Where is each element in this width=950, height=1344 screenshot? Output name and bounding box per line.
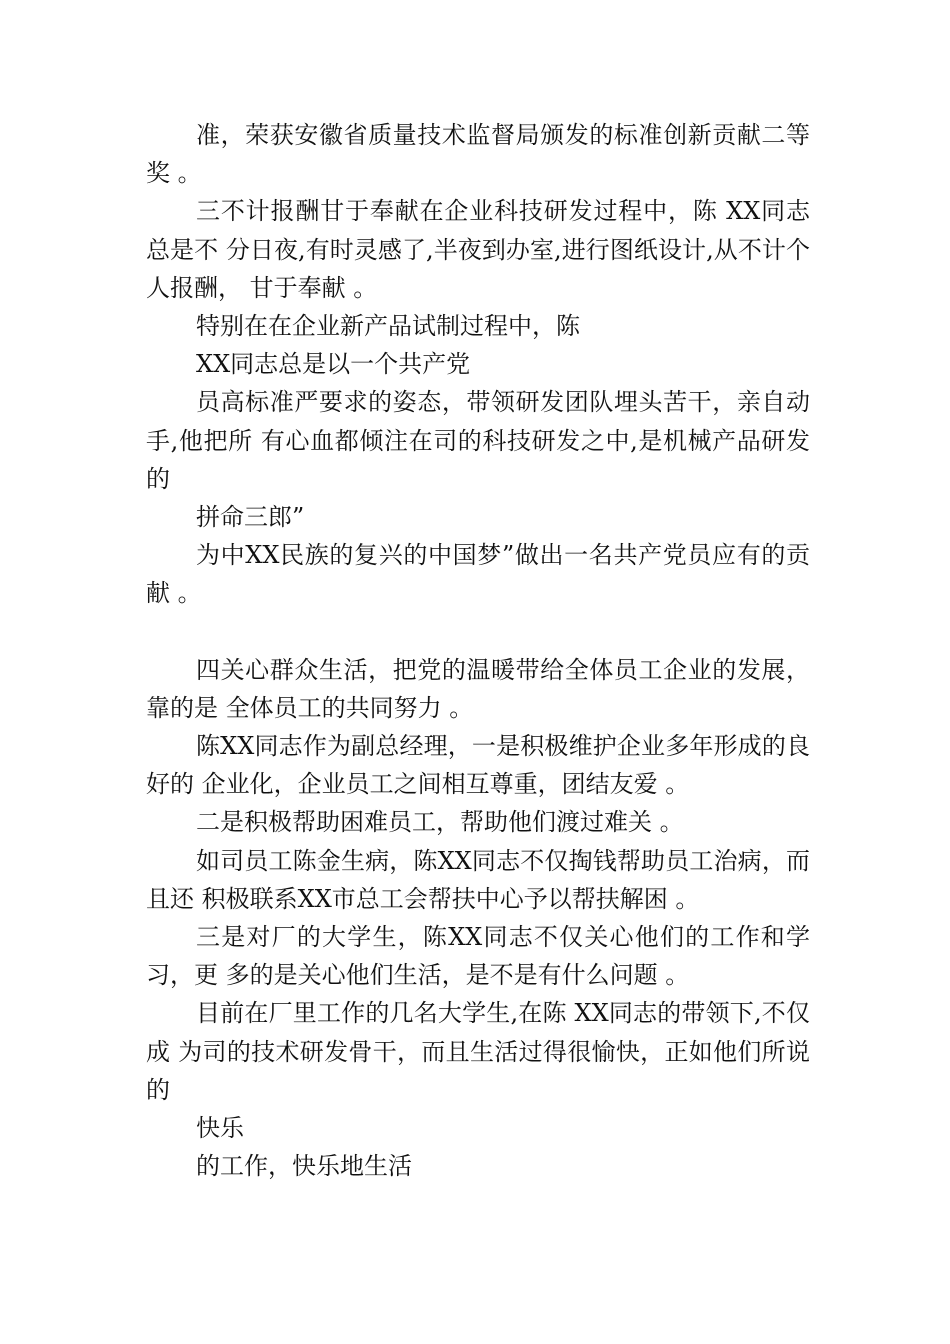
- paragraph: 快乐: [196, 1114, 244, 1143]
- paragraph: 员高标准严要求的姿态，带领研发团队埋头苦干，亲自动手,他把所 有心血都倾注在司的科技研发之中,是机械产品研发的: [146, 388, 810, 493]
- paragraph: 三不计报酬甘于奉献在企业科技研发过程中，陈 XX同志总是不 分日夜,有时灵感了,半夜到办室,进行图纸设计,从不计个人报酬， 甘于奉献 。: [146, 197, 810, 302]
- paragraph: 二是积极帮助困难员工，帮助他们渡过难关 。: [196, 808, 684, 837]
- paragraph: 如司员工陈金生病，陈XX同志不仅掏钱帮助员工治病，而且还 积极联系XX市总工会帮扶中心予以帮扶解困 。: [146, 846, 810, 913]
- blank-line: [146, 613, 810, 651]
- paragraph: 为中XX民族的复兴的中国梦”做出一名共产党员应有的贡献 。: [146, 541, 810, 608]
- paragraph: 四关心群众生活，把党的温暖带给全体员工企业的发展， 靠的是 全体员工的共同努力 。: [146, 655, 810, 722]
- paragraph: 准，荣获安徽省质量技术监督局颁发的标准创新贡献二等奖 。: [146, 121, 810, 188]
- paragraph: 目前在厂里工作的几名大学生,在陈 XX同志的带领下,不仅成 为司的技术研发骨干，而且生活过得很愉快，正如他们所说的: [146, 999, 810, 1104]
- paragraph: XX同志总是以一个共产党: [196, 350, 471, 379]
- paragraph: 特别在在企业新产品试制过程中，陈: [196, 312, 580, 341]
- paragraph: 的工作，快乐地生活: [196, 1152, 412, 1181]
- paragraph: 三是对厂的大学生，陈XX同志不仅关心他们的工作和学习，更 多的是关心他们生活，是不是有什么问题 。: [146, 923, 810, 990]
- document-body: [146, 116, 810, 1185]
- paragraph: 拼命三郎”: [196, 503, 305, 532]
- paragraph: 陈XX同志作为副总经理，一是积极维护企业多年形成的良好的 企业化，企业员工之间相互尊重，团结友爱 。: [146, 732, 810, 799]
